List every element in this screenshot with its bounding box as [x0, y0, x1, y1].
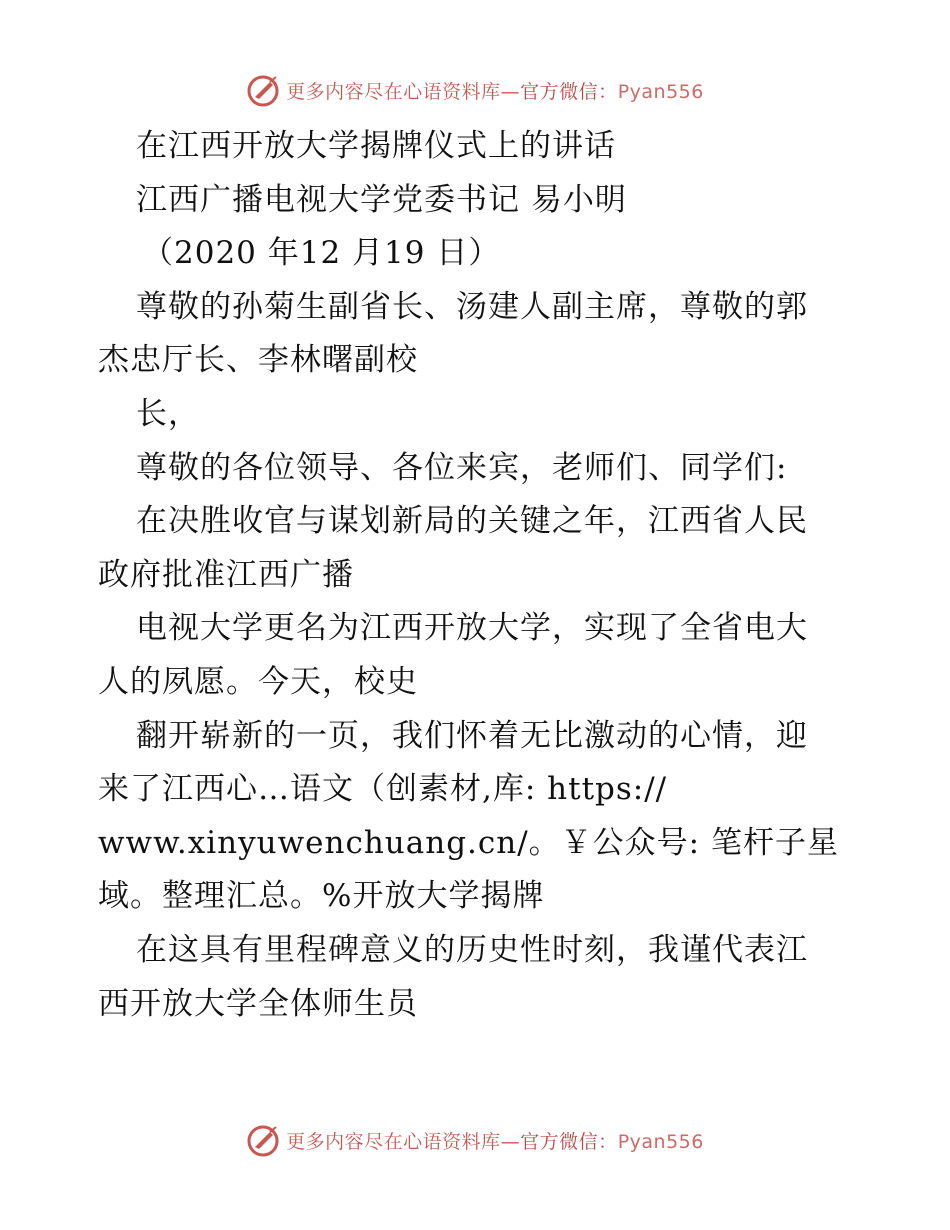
text-line: 翻开崭新的一页，我们怀着无比激动的心情，迎: [136, 717, 808, 754]
text-line: 杰忠厅长、李林曙副校: [98, 342, 418, 379]
document-author: 江西广播电视大学党委书记 易小明: [136, 181, 627, 218]
text-line: 政府批准江西广播: [98, 556, 354, 593]
quill-circle-icon: [246, 73, 280, 107]
text-line: 在这具有里程碑意义的历史性时刻，我谨代表江: [136, 931, 808, 968]
text-line: 人的夙愿。今天，校史: [98, 663, 418, 700]
text-line: 尊敬的各位领导、各位来宾，老师们、同学们:: [136, 449, 788, 486]
header-watermark-banner: [0, 72, 950, 108]
document-date: （2020 年12 月19 日）: [142, 235, 501, 272]
text-line: 长，: [136, 395, 200, 432]
document-title: 在江西开放大学揭牌仪式上的讲话: [136, 128, 616, 164]
banner-dash: —: [500, 80, 521, 103]
text-line: 域。整理汇总。%开放大学揭牌: [98, 878, 545, 915]
banner-main-text: 更多内容尽在心语资料库: [286, 80, 501, 103]
text-line: 来了江西心…语文（创素材,库: https://: [98, 771, 668, 808]
banner-text: [286, 1127, 704, 1154]
quill-circle-icon: [246, 1123, 280, 1157]
text-line: 西开放大学全体师生员: [98, 985, 418, 1022]
banner-account: Pyan556: [617, 80, 704, 103]
banner-label: 官方微信：: [520, 80, 618, 103]
footer-watermark-banner: [0, 1122, 950, 1158]
text-line: 在决胜收官与谋划新局的关键之年，江西省人民: [136, 503, 808, 540]
text-line: www.xinyuwenchuang.cn/。￥公众号: 笔杆子星: [98, 824, 839, 861]
text-line: 电视大学更名为江西开放大学，实现了全省电大: [136, 610, 808, 647]
banner-account: Pyan556: [617, 1130, 704, 1153]
banner-label: 官方微信：: [520, 1130, 618, 1153]
banner-text: [286, 77, 704, 104]
banner-dash: —: [500, 1130, 521, 1153]
banner-main-text: 更多内容尽在心语资料库: [286, 1130, 501, 1153]
document-body: [98, 120, 858, 1031]
text-line: 尊敬的孙菊生副省长、汤建人副主席，尊敬的郭: [136, 288, 808, 325]
